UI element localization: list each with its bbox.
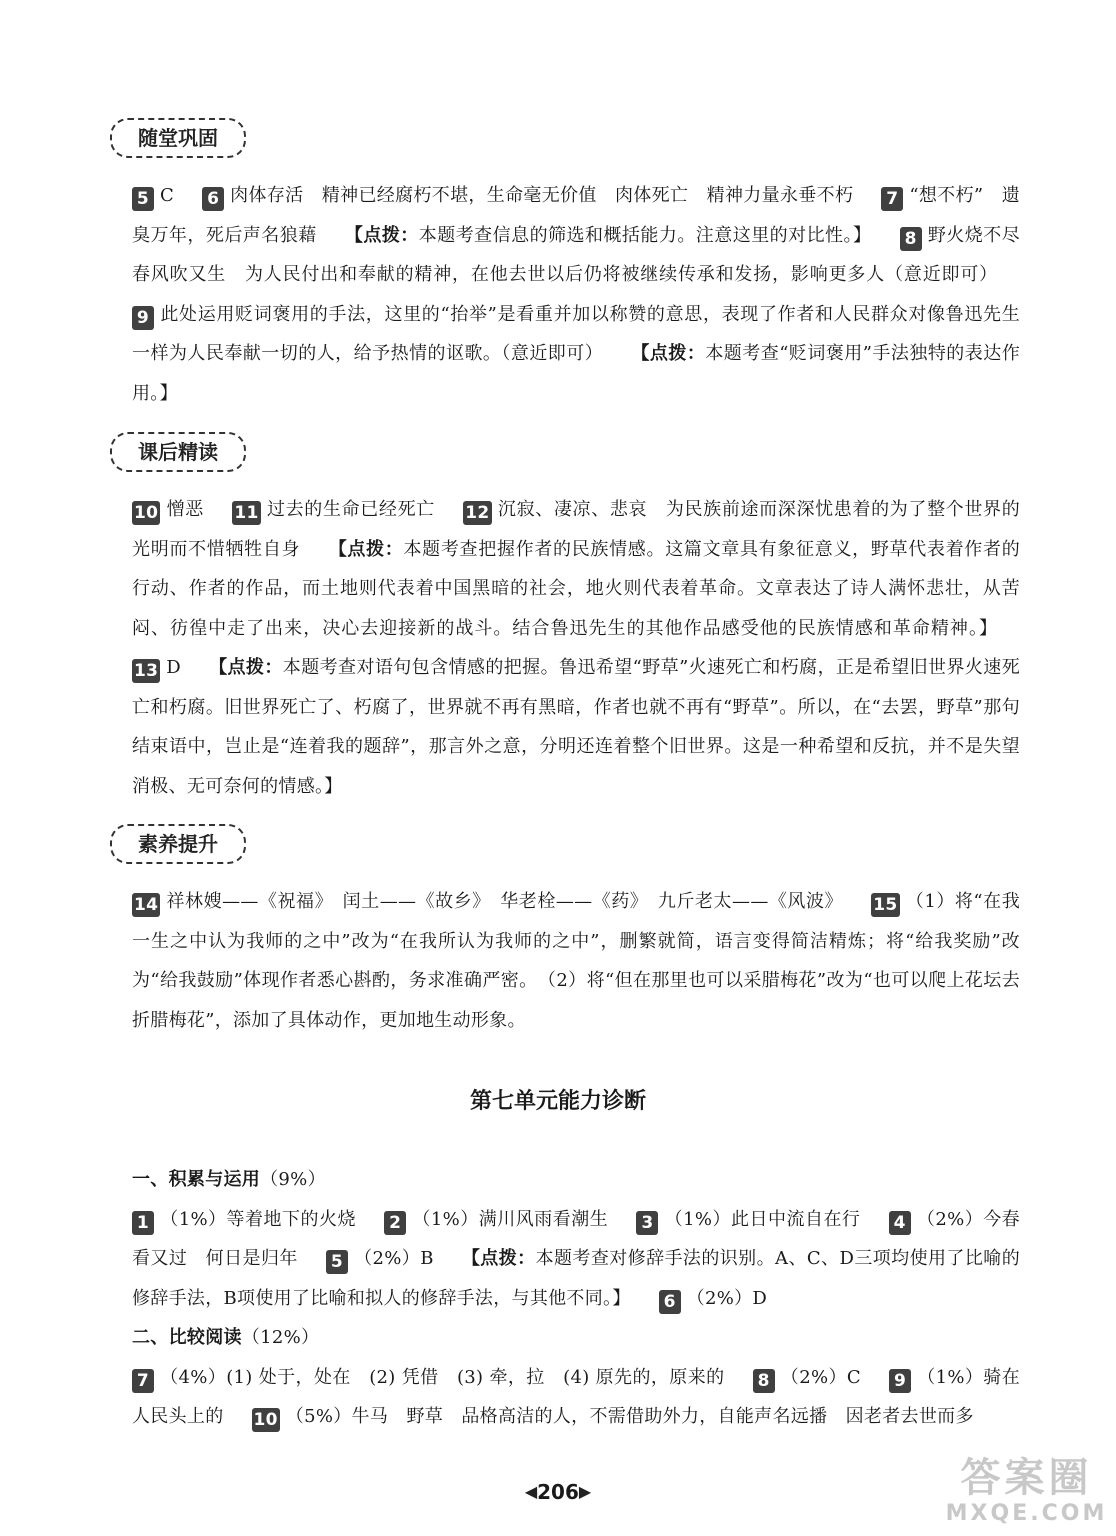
watermark-text: 答案圈 [960, 1455, 1093, 1501]
question-number: 15 [873, 895, 898, 915]
answer-text: （2%）C [780, 1366, 861, 1388]
question-number: 8 [753, 1369, 775, 1393]
part-heading: 二、比较阅读 [132, 1327, 242, 1348]
answer-text: （1%）骑在人民头上的 [132, 1366, 1021, 1427]
answer-text: （2%）今春看又过 何日是归年 [132, 1208, 1020, 1269]
answer-text: （1%）等着地下的火烧 [160, 1208, 356, 1230]
question-number: 2 [384, 1211, 406, 1235]
question-number: 3 [636, 1211, 658, 1235]
hint-label: 【点拨： [209, 657, 283, 678]
page-number-text: 206 [537, 1480, 579, 1504]
part-score: （12%） [241, 1327, 320, 1348]
question-number: 7 [132, 1369, 154, 1393]
part-heading: 一、积累与运用 [132, 1169, 261, 1190]
answer-text: 此处运用贬词褒用的手法，这里的“抬举”是看重并加以称赞的意思，表现了作者和人民群众对像鲁迅先生一样为人民奉献一切的人，给予热情的讴歌。（意近即可） [132, 303, 1020, 364]
answer-text: “想不朽” 遗臭万年，死后声名狼藉 [132, 185, 1020, 246]
section-tag-improvement: 素养提升 [110, 824, 246, 864]
question-number: 1 [132, 1211, 154, 1235]
answer-text: C [160, 185, 175, 206]
question-number: 9 [132, 306, 154, 330]
watermark-logo [944, 1455, 1109, 1531]
question-number: 11 [234, 503, 259, 523]
question-number: 10 [134, 503, 159, 523]
question-number: 5 [326, 1250, 348, 1274]
question-number: 5 [132, 187, 154, 211]
part-score: （9%） [260, 1169, 326, 1190]
hint-text: 本题考查信息的筛选和概括能力。注意这里的对比性。】 [418, 224, 872, 246]
answer-text: D [166, 657, 181, 678]
answer-text: （4%）(1) 处于，处在 (2) 凭借 (3) 牵，拉 (4) 原先的，原来的 [160, 1366, 725, 1388]
hint-label: 【点拨： [328, 538, 404, 560]
hint-label: 【点拨： [344, 224, 419, 246]
answer-text: 过去的生命已经死亡 [266, 499, 435, 520]
answer-text: （1%）满川风雨看潮生 [412, 1208, 609, 1230]
right-arrow-icon: ▶ [578, 1482, 592, 1501]
question-number: 4 [889, 1211, 911, 1235]
hint-label: 【点拨： [461, 1248, 536, 1269]
watermark-url: MXQE.COM [945, 1501, 1108, 1526]
section-tag-practice: 随堂巩固 [110, 118, 246, 158]
question-number: 6 [659, 1290, 681, 1314]
answer-text: 祥林嫂——《祝福》 闰土——《故乡》 华老栓——《药》 九斤老太——《风波》 [166, 891, 844, 912]
question-number: 8 [900, 227, 922, 251]
question-number: 14 [134, 895, 159, 915]
question-number: 10 [253, 1410, 278, 1430]
hint-text: 本题考查把握作者的民族情感。这篇文章具有象征意义，野草代表着作者的行动、作者的作品，而土地则代表着中国黑暗的社会，地火则代表着革命。文章表达了诗人满怀悲壮，从苦闷、彷徨中走了出来，决心去迎接新的战斗。结合鲁迅先生的其他作品感受他的民族情感和革命精神。】 [132, 538, 1020, 639]
answer-text: （5%）牛马 野草 品格高洁的人，不需借助外力，自能声名远播 因老者去世而多 [285, 1406, 974, 1427]
question-number: 6 [202, 187, 224, 211]
question-number: 13 [134, 661, 159, 681]
answer-text: （1%）此日中流自在行 [664, 1208, 861, 1230]
answer-text: 野火烧不尽 春风吹又生 为人民付出和奉献的精神，在他去世以后仍将被继续传承和发扬，影响更多人（意近即可） [132, 224, 1039, 285]
answer-text: 沉寂、凄凉、悲哀 为民族前途而深深忧患着的为了整个世界的光明而不惜牺牲自身 [132, 499, 1021, 560]
hint-text: 本题考查“贬词褒用”手法独特的表达作用。】 [132, 343, 1020, 404]
answer-text: （2%）D [686, 1287, 768, 1309]
question-number: 9 [889, 1369, 911, 1393]
left-arrow-icon: ◀ [524, 1482, 538, 1501]
hint-label: 【点拨： [631, 343, 706, 364]
question-number: 7 [881, 187, 903, 211]
section-tag-reading: 课后精读 [110, 432, 246, 472]
unit-part1 [132, 1160, 1020, 1437]
section-practice-answers [132, 176, 1039, 413]
unit-title: 第七单元能力诊断 [469, 1089, 646, 1114]
answer-text: 憎恶 [166, 499, 204, 520]
hint-text: 本题考查对修辞手法的识别。A、C、D三项均使用了比喻的修辞手法，B项使用了比喻和拟人的修辞手法，与其他不同。】 [132, 1248, 1020, 1309]
question-number: 12 [465, 503, 490, 523]
section-improvement-answers [132, 882, 1020, 1040]
answer-text: （2%）B [353, 1248, 434, 1269]
answer-text: 肉体存活 精神已经腐朽不堪，生命毫无价值 肉体死亡 精神力量永垂不朽 [230, 185, 854, 206]
section-reading-answers [132, 490, 1020, 806]
answer-text: （1）将“在我一生之中认为我师的之中”改为“在我所认为我师的之中”，删繁就简，语言变得简洁精炼；将“给我奖励”改为“给我鼓励”体现作者悉心斟酌，务求准确严密。 （2）将“但在那里也可以采腊梅花”改为“也可以爬上花坛去折腊梅花”，添加了具体动作，更加地生动形象。 [132, 891, 1020, 1031]
hint-text: 本题考查对语句包含情感的把握。鲁迅希望“野草”火速死亡和朽腐，正是希望旧世界火速死亡和朽腐。旧世界死亡了、朽腐了，世界就不再有黑暗，作者也就不再有“野草”。所以，在“去罢，野草”那句结束语中，岂止是“连着我的题辞”，那言外之意，分明还连着整个旧世界。这是一种希望和反抗，并不是失望消极、无可奈何的情感。】 [132, 657, 1020, 797]
